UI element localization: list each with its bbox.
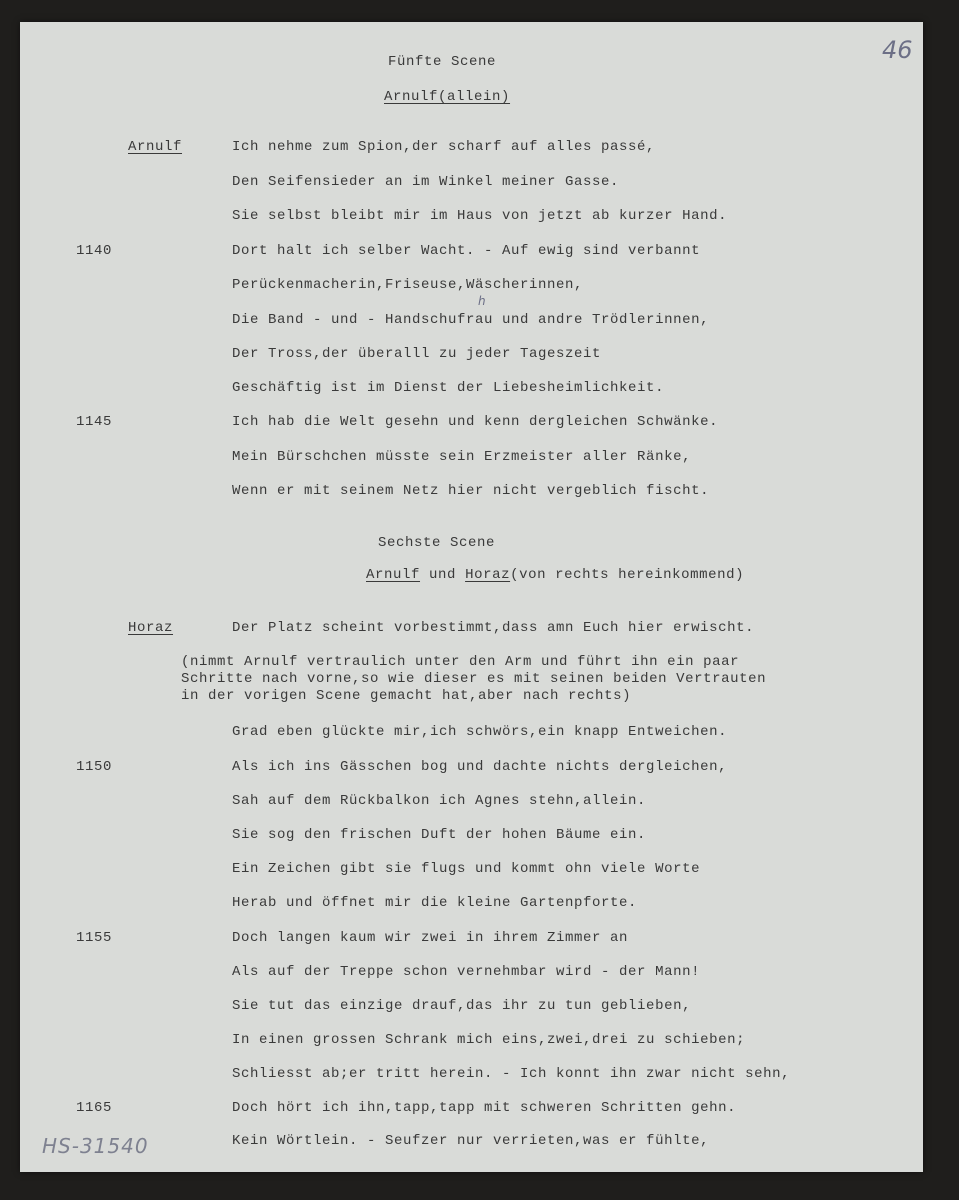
stage-direction-line: in der vorigen Scene gemacht hat,aber nach rechts): [181, 688, 632, 704]
line-number: 1155: [76, 930, 113, 946]
shelfmark: HS-31540: [42, 1134, 149, 1158]
verse-line: Als ich ins Gässchen bog und dachte nichts dergleichen,: [232, 759, 728, 775]
line-number: 1140: [76, 243, 113, 259]
verse-line: Schliesst ab;er tritt herein. - Ich konnt ihn zwar nicht sehn,: [232, 1066, 791, 1082]
verse-line: Doch hört ich ihn,tapp,tapp mit schweren Schritten gehn.: [232, 1100, 737, 1116]
verse-line: Sie sog den frischen Duft der hohen Bäume ein.: [232, 827, 647, 843]
speaker-name: Horaz: [128, 620, 174, 636]
line-number: 1145: [76, 414, 113, 430]
verse-line: Ich nehme zum Spion,der scharf auf alles passé,: [232, 139, 656, 155]
verse-line: Perückenmacherin,Friseuse,Wäscherinnen,: [232, 277, 584, 293]
verse-line: Grad eben glückte mir,ich schwörs,ein knapp Entweichen.: [232, 724, 728, 740]
speaker-name: Arnulf: [128, 139, 183, 155]
scene-cast: Arnulf(allein): [384, 89, 511, 105]
verse-line: Dort halt ich selber Wacht. - Auf ewig sind verbannt: [232, 243, 701, 259]
verse-line: Doch langen kaum wir zwei in ihrem Zimmer an: [232, 930, 629, 946]
verse-line: Die Band - und - Handschufrau und andre Trödlerinnen,: [232, 312, 710, 328]
scene-heading: Fünfte Scene: [388, 54, 497, 70]
line-number: 1150: [76, 759, 113, 775]
verse-line: Der Platz scheint vorbestimmt,dass amn Euch hier erwischt.: [232, 620, 755, 636]
verse-line: In einen grossen Schrank mich eins,zwei,drei zu schieben;: [232, 1032, 746, 1048]
scene-heading: Sechste Scene: [378, 535, 496, 551]
manuscript-page: [20, 22, 923, 1172]
verse-line: Mein Bürschchen müsste sein Erzmeister aller Ränke,: [232, 449, 692, 465]
scene-cast: Arnulf und Horaz(von rechts hereinkommend): [366, 567, 745, 583]
verse-line: Sie tut das einzige drauf,das ihr zu tun geblieben,: [232, 998, 692, 1014]
stage-direction-line: Schritte nach vorne,so wie dieser es mit seinen beiden Vertrauten: [181, 671, 767, 687]
verse-line: Herab und öffnet mir die kleine Gartenpforte.: [232, 895, 638, 911]
verse-line: Sah auf dem Rückbalkon ich Agnes stehn,allein.: [232, 793, 647, 809]
verse-line: Sie selbst bleibt mir im Haus von jetzt ab kurzer Hand.: [232, 208, 728, 224]
verse-line: Kein Wörtlein. - Seufzer nur verrieten,was er fühlte,: [232, 1133, 710, 1149]
stage-direction-line: (nimmt Arnulf vertraulich unter den Arm und führt ihn ein paar: [181, 654, 740, 670]
handwritten-insertion: h: [478, 294, 486, 308]
verse-line: Wenn er mit seinem Netz hier nicht vergeblich fischt.: [232, 483, 710, 499]
folio-number: 46: [882, 36, 913, 64]
verse-line: Ein Zeichen gibt sie flugs und kommt ohn viele Worte: [232, 861, 701, 877]
verse-line: Den Seifensieder an im Winkel meiner Gasse.: [232, 174, 620, 190]
verse-line: Als auf der Treppe schon vernehmbar wird - der Mann!: [232, 964, 701, 980]
verse-line: Der Tross,der überalll zu jeder Tageszeit: [232, 346, 602, 362]
verse-line: Geschäftig ist im Dienst der Liebesheimlichkeit.: [232, 380, 665, 396]
verse-line: Ich hab die Welt gesehn und kenn dergleichen Schwänke.: [232, 414, 719, 430]
line-number: 1165: [76, 1100, 113, 1116]
